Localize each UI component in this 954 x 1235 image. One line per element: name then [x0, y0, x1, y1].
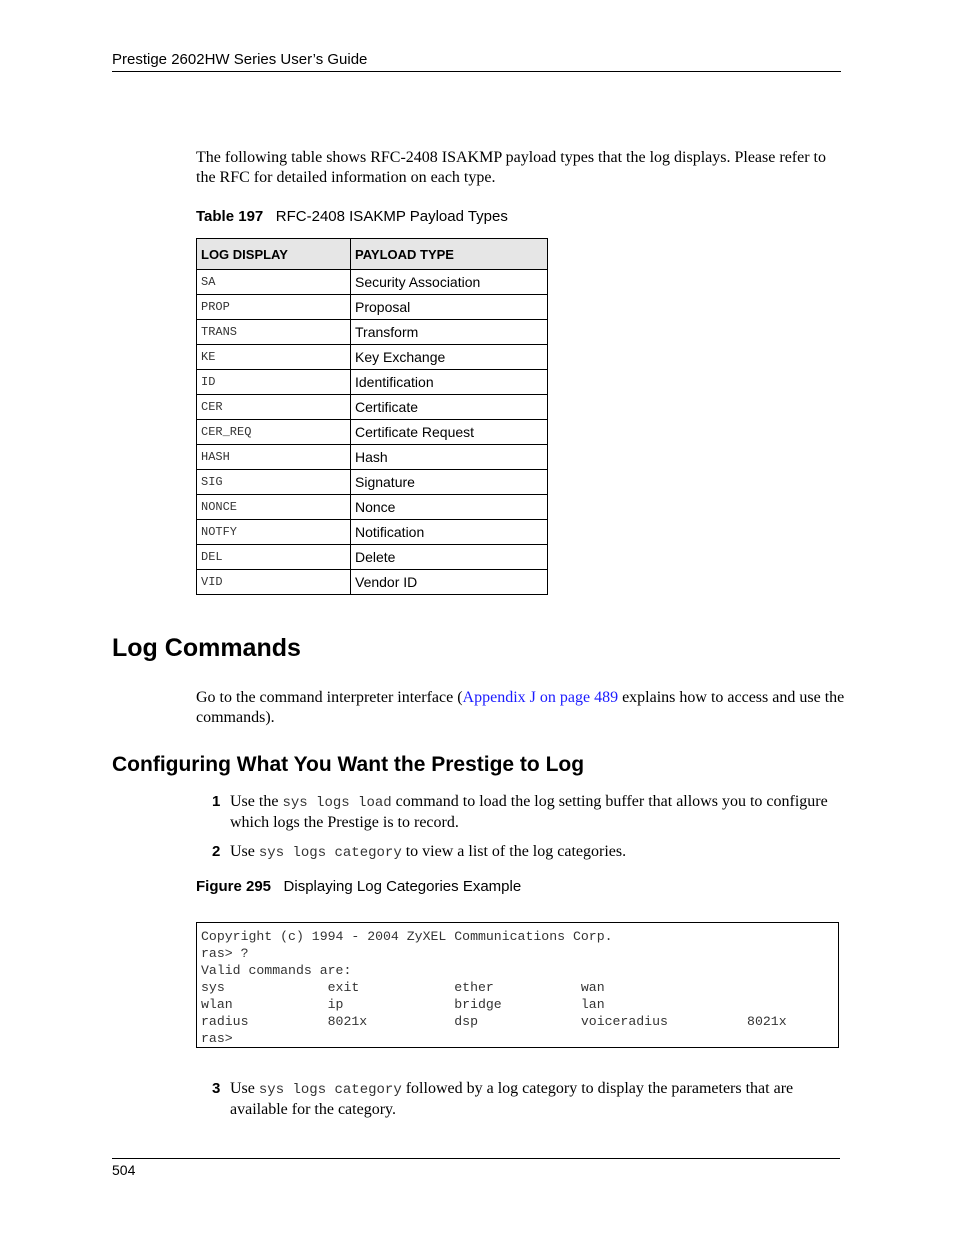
- step-number: 2: [212, 843, 221, 860]
- log-display-cell: SIG: [197, 470, 351, 495]
- payload-type-cell: Notification: [351, 520, 548, 545]
- payload-type-cell: Certificate Request: [351, 420, 548, 445]
- step-command: sys logs category: [258, 845, 402, 861]
- log-display-cell: SA: [197, 270, 351, 295]
- payload-type-cell: Proposal: [351, 295, 548, 320]
- table-row: [197, 520, 548, 545]
- step-text-after: to view a list of the log categories.: [401, 843, 627, 860]
- step-text-after: followed by a log category to display the parameters that are available for the category.: [230, 1080, 794, 1118]
- intro-paragraph: The following table shows RFC-2408 ISAKMP payload types that the log displays. Please refer to the RFC for detailed information on each type.: [196, 149, 826, 186]
- payload-type-cell: Delete: [351, 545, 548, 570]
- table-row: [197, 370, 548, 395]
- step-command: sys logs load: [282, 795, 392, 811]
- log-display-cell: NOTFY: [197, 520, 351, 545]
- table-row: [197, 270, 548, 295]
- payload-type-cell: Security Association: [351, 270, 548, 295]
- section-heading-log-commands: Log Commands: [112, 634, 301, 662]
- figure-caption-label: Figure 295: [196, 878, 272, 895]
- command-interpreter-paragraph: [196, 688, 846, 728]
- log-display-cell: HASH: [197, 445, 351, 470]
- log-display-cell: CER: [197, 395, 351, 420]
- step-item: [212, 1079, 852, 1123]
- payload-type-cell: Key Exchange: [351, 345, 548, 370]
- table-row: [197, 420, 548, 445]
- payload-type-cell: Hash: [351, 445, 548, 470]
- step-text: [230, 1079, 842, 1120]
- step-number: 3: [212, 1080, 221, 1097]
- table-row: [197, 345, 548, 370]
- payload-type-cell: Vendor ID: [351, 570, 548, 595]
- paragraph-text-before: Go to the command interpreter interface (: [196, 689, 463, 706]
- log-display-cell: DEL: [197, 545, 351, 570]
- payload-type-cell: Transform: [351, 320, 548, 345]
- table-caption-text: RFC-2408 ISAKMP Payload Types: [275, 208, 508, 225]
- step-text-before: Use the: [230, 793, 283, 810]
- log-display-cell: VID: [197, 570, 351, 595]
- paragraph-text-after: explains how to access and use the commands).: [196, 689, 845, 726]
- step-text: [230, 842, 842, 863]
- table-row: [197, 395, 548, 420]
- page-number: 504: [112, 1162, 136, 1178]
- figure-caption-text: Displaying Log Categories Example: [283, 878, 522, 895]
- log-display-cell: CER_REQ: [197, 420, 351, 445]
- running-header: Prestige 2602HW Series User’s Guide: [112, 51, 368, 68]
- table-header-row: [197, 239, 548, 270]
- table-row: [197, 320, 548, 345]
- console-output-box: [196, 922, 839, 1048]
- table-caption: [196, 208, 508, 225]
- console-output-text: Copyright (c) 1994 - 2004 ZyXEL Communications Corp. ras> ? Valid commands are: sys exit ether wan wlan ip bridge lan radius 8021x dsp voiceradius 8021x ras>: [201, 929, 787, 1046]
- step-number: 1: [212, 793, 221, 810]
- table-row: [197, 545, 548, 570]
- log-display-cell: PROP: [197, 295, 351, 320]
- log-display-cell: TRANS: [197, 320, 351, 345]
- step-text-before: Use: [230, 843, 259, 860]
- payload-types-table: [196, 238, 548, 595]
- step-command: sys logs category: [258, 1082, 402, 1098]
- payload-type-cell: Signature: [351, 470, 548, 495]
- table-caption-label: Table 197: [196, 208, 264, 225]
- step-text-after: command to load the log setting buffer that allows you to configure which logs the Prestige is to record.: [230, 793, 828, 831]
- header-rule: [112, 71, 841, 72]
- table-row: [197, 295, 548, 320]
- footer-rule: [112, 1158, 840, 1159]
- step-text-before: Use: [230, 1080, 259, 1097]
- table-row: [197, 470, 548, 495]
- table-row: [197, 445, 548, 470]
- step-text: [230, 792, 842, 833]
- column-header-log-display: LOG DISPLAY: [197, 239, 351, 270]
- column-header-payload-type: PAYLOAD TYPE: [351, 239, 548, 270]
- payload-type-cell: Nonce: [351, 495, 548, 520]
- table-row: [197, 495, 548, 520]
- step-item: [212, 842, 852, 866]
- figure-caption: [196, 878, 521, 895]
- log-display-cell: KE: [197, 345, 351, 370]
- step-item: [212, 792, 852, 836]
- log-display-cell: NONCE: [197, 495, 351, 520]
- appendix-j-link[interactable]: Appendix J on page 489: [462, 689, 619, 706]
- section-heading-configuring-log: Configuring What You Want the Prestige to Log: [112, 753, 585, 776]
- payload-type-cell: Certificate: [351, 395, 548, 420]
- log-display-cell: ID: [197, 370, 351, 395]
- payload-type-cell: Identification: [351, 370, 548, 395]
- table-row: [197, 570, 548, 595]
